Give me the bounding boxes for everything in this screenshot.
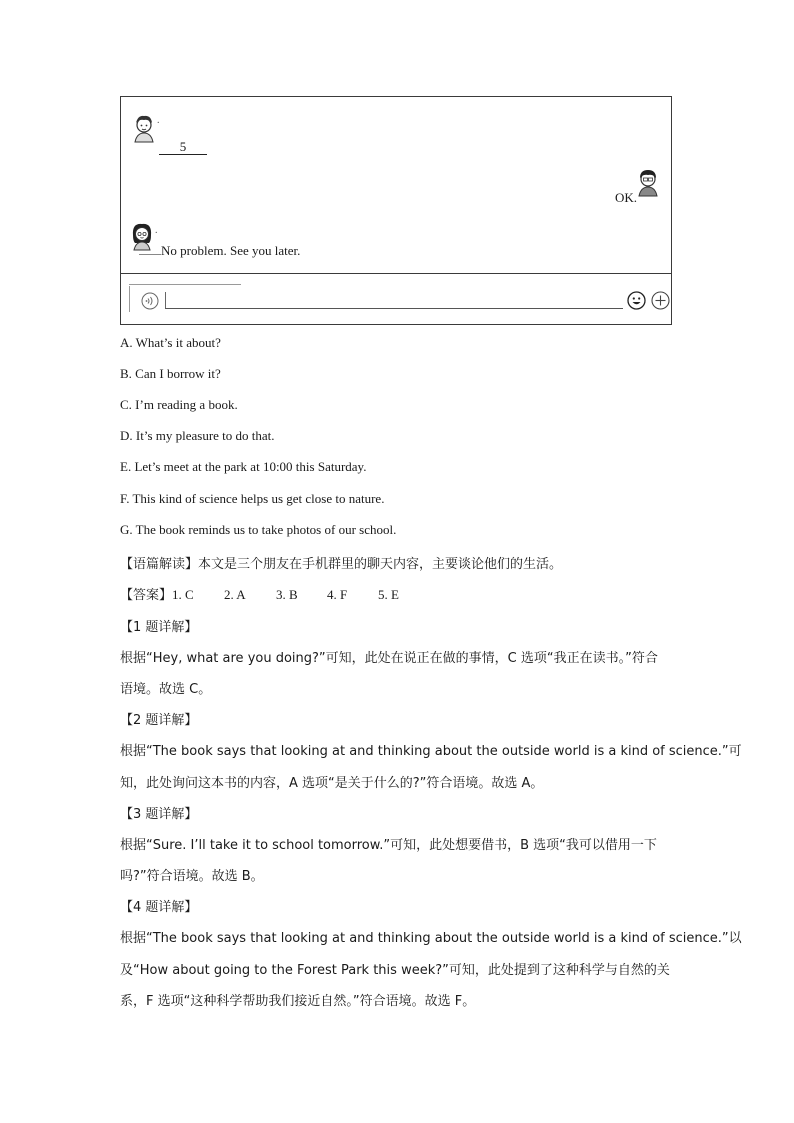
reply-text: No problem. See you later.	[161, 243, 301, 258]
detail-line: 语境。故选 C。	[120, 682, 212, 697]
answer-item: 5. E	[378, 587, 399, 602]
detail-line: 及“How about going to the Forest Park this week?”可知，此处提到了这种科学与自然的关	[120, 963, 670, 978]
chat-input-bar	[121, 273, 671, 326]
detail-heading-2: 【2 题详解】	[120, 713, 198, 728]
option-b: B. Can I borrow it?	[120, 366, 221, 381]
message-input[interactable]	[165, 308, 623, 309]
answer-item: 3. B	[276, 587, 298, 602]
blank-number: 5	[159, 140, 207, 155]
voice-icon[interactable]	[141, 292, 159, 310]
option-c: C. I’m reading a book.	[120, 397, 238, 412]
dot: .	[155, 225, 158, 236]
option-a: A. What’s it about?	[120, 335, 221, 350]
passage-note: 【语篇解读】本文是三个朋友在手机群里的聊天内容，主要谈论他们的生活。	[120, 557, 563, 572]
blank-5	[159, 139, 207, 155]
plus-icon[interactable]	[651, 291, 670, 310]
boy-avatar-icon	[131, 113, 157, 143]
chat-window	[120, 96, 672, 325]
answer-label: 【答案】	[120, 588, 173, 603]
dot: .	[157, 115, 160, 126]
detail-heading-4: 【4 题详解】	[120, 900, 198, 915]
answer-item: 4. F	[327, 587, 348, 602]
reply-message	[139, 243, 300, 259]
ok-message: OK.	[614, 190, 637, 205]
answer-item: 2. A	[224, 587, 246, 602]
option-e: E. Let’s meet at the park at 10:00 this Saturday.	[120, 459, 367, 474]
detail-line: 系，F 选项“这种科学帮助我们接近自然。”符合语境。故选 F。	[120, 994, 476, 1009]
answer-line	[120, 584, 399, 603]
detail-heading-1: 【1 题详解】	[120, 620, 198, 635]
option-g: G. The book reminds us to take photos of our school.	[120, 522, 397, 537]
detail-line: 根据“Sure. I’ll take it to school tomorrow.”可知，此处想要借书，B 选项“我可以借用一下	[120, 838, 657, 853]
option-d: D. It’s my pleasure to do that.	[120, 428, 275, 443]
detail-heading-3: 【3 题详解】	[120, 807, 198, 822]
detail-line: 根据“Hey, what are you doing?”可知，此处在说正在做的事情，C 选项“我正在读书。”符合	[120, 651, 658, 666]
emoji-icon[interactable]	[627, 291, 646, 310]
boy-avatar-icon	[635, 167, 661, 197]
detail-line: 根据“The book says that looking at and thinking about the outside world is a kind of science.”以	[120, 931, 742, 946]
detail-line: 吗?”符合语境。故选 B。	[120, 869, 264, 884]
divider	[129, 286, 130, 312]
answer-item: 1. C	[172, 587, 194, 602]
divider	[129, 284, 241, 285]
text-cursor	[165, 292, 166, 308]
reply-blank	[139, 244, 161, 255]
detail-line: 根据“The book says that looking at and thinking about the outside world is a kind of science.”可	[120, 744, 742, 759]
detail-line: 知，此处询问这本书的内容，A 选项“是关于什么的?”符合语境。故选 A。	[120, 776, 544, 791]
option-f: F. This kind of science helps us get close to nature.	[120, 491, 385, 506]
